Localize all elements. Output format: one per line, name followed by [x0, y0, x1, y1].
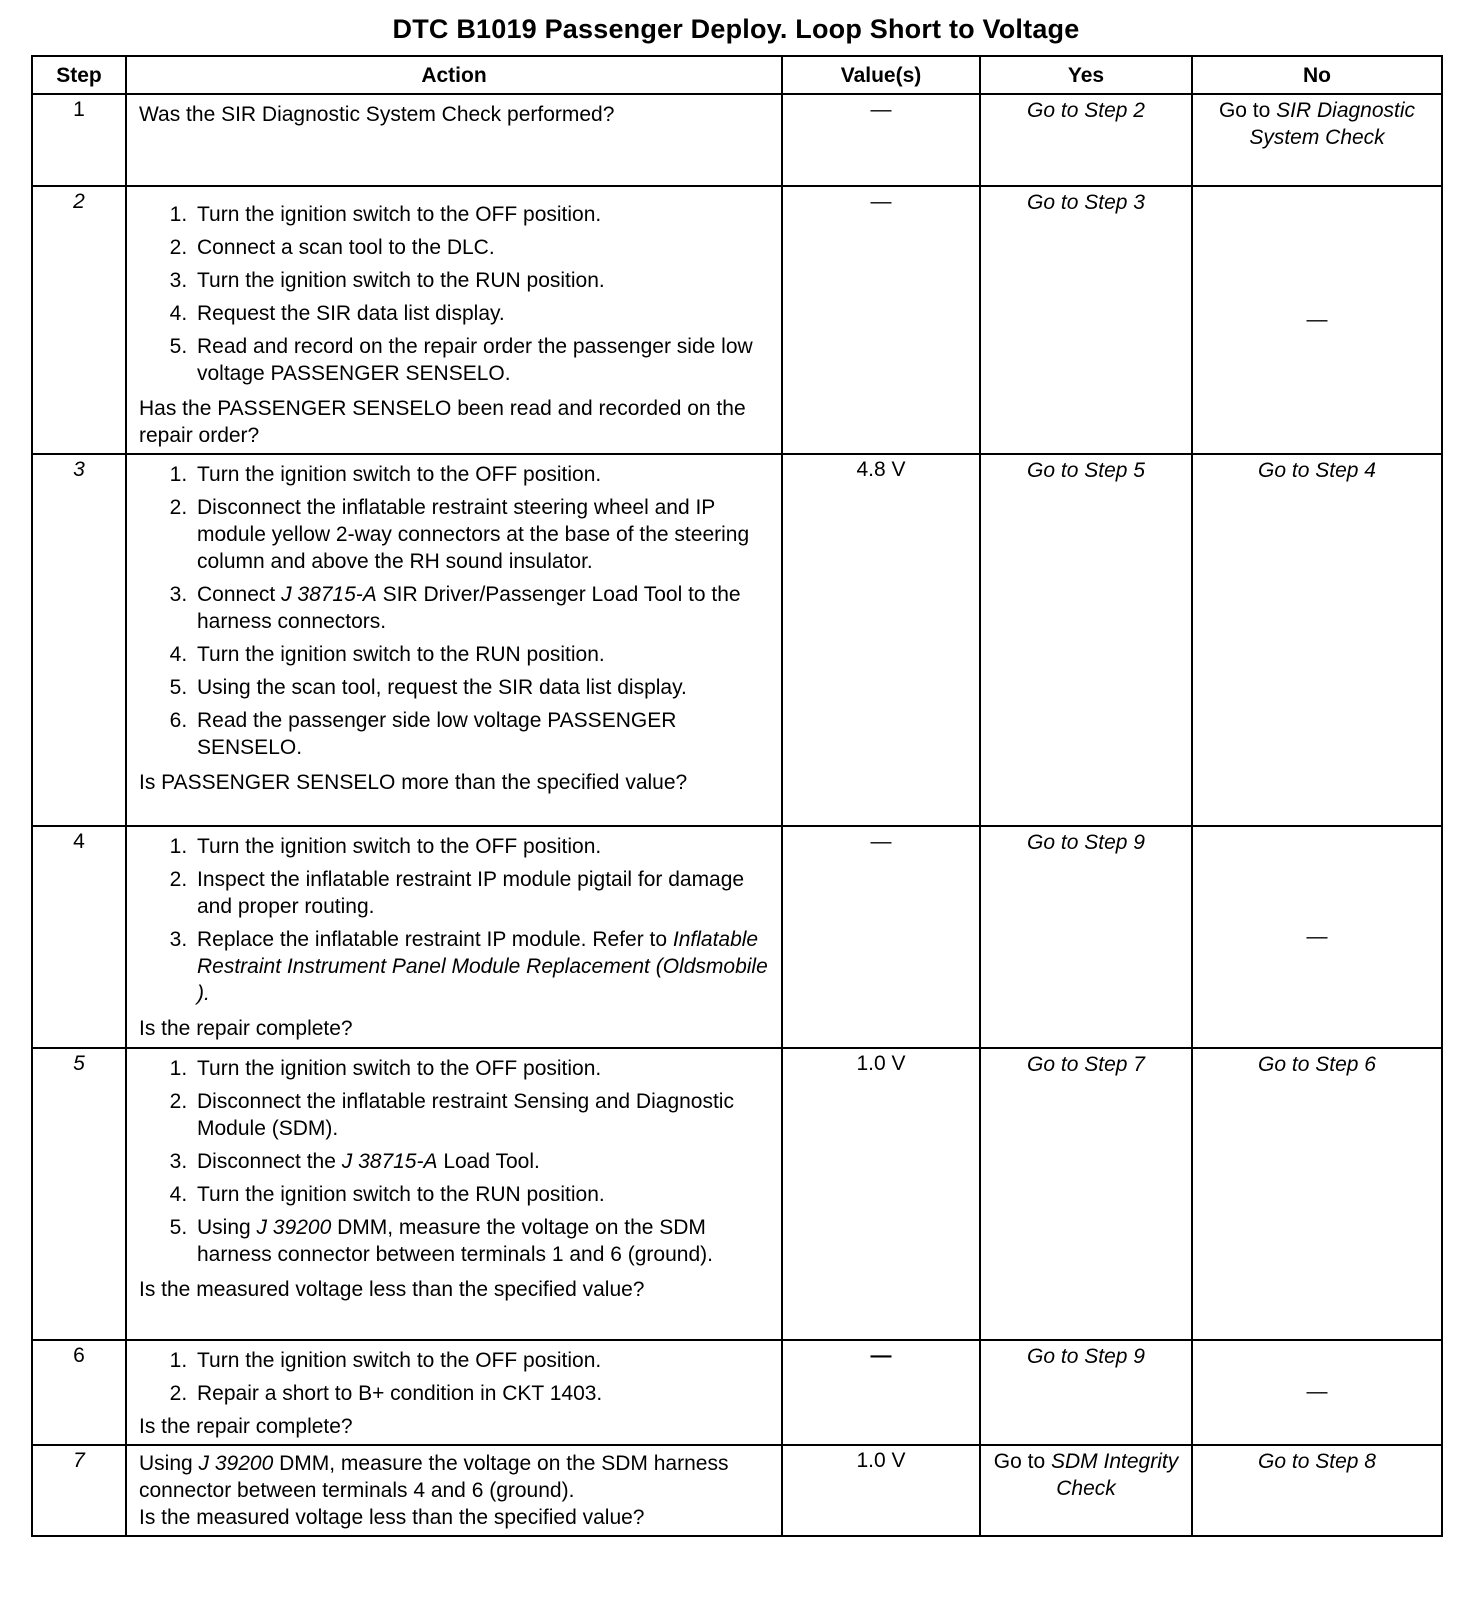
value-cell: —	[782, 94, 980, 186]
action-step: 6. Read the passenger side low voltage PASSENGER SENSELO.	[193, 707, 773, 761]
action-step: 4. Turn the ignition switch to the RUN position.	[193, 641, 773, 668]
no-prefix: Go to	[1218, 99, 1277, 122]
step-question: Is the measured voltage less than the specified value?	[139, 1506, 645, 1529]
action-step: 1. Turn the ignition switch to the OFF position.	[193, 1055, 773, 1082]
header-row	[32, 56, 1442, 94]
action-cell	[126, 94, 782, 186]
tool-reference: J 39200	[256, 1216, 332, 1239]
yes-prefix: Go to	[993, 1450, 1051, 1473]
tool-reference: J 38715-A	[341, 1150, 438, 1173]
no-cell: Go to Step 4	[1192, 454, 1442, 826]
action-step: 2. Disconnect the inflatable restraint Sensing and Diagnostic Module (SDM).	[193, 1088, 773, 1142]
step-question: Has the PASSENGER SENSELO been read and recorded on the repair order?	[139, 397, 746, 447]
sdm-integrity-check-link[interactable]: SDM Integrity Check	[1051, 1450, 1179, 1500]
yes-cell	[980, 1445, 1192, 1536]
action-step: 2. Repair a short to B+ condition in CKT 1403.	[193, 1380, 773, 1407]
table-row	[32, 186, 1442, 454]
table-row	[32, 826, 1442, 1048]
action-steps	[139, 1347, 773, 1407]
action-step: 3. Connect J 38715-A SIR Driver/Passenger Load Tool to the harness connectors.	[193, 581, 773, 635]
value-cell: —	[782, 826, 980, 1048]
action-cell	[126, 1340, 782, 1445]
value-cell: 4.8 V	[782, 454, 980, 826]
action-cell	[126, 826, 782, 1048]
no-cell: —	[1192, 1340, 1442, 1445]
action-step: 1. Turn the ignition switch to the OFF position.	[193, 461, 773, 488]
step-question: Is PASSENGER SENSELO more than the specified value?	[139, 771, 688, 794]
action-steps	[139, 201, 773, 387]
value-cell: 1.0 V	[782, 1048, 980, 1340]
yes-cell: Go to Step 9	[980, 1340, 1192, 1445]
header-no: No	[1192, 56, 1442, 94]
action-step: 5. Using the scan tool, request the SIR data list display.	[193, 674, 773, 701]
step-number: 5	[32, 1048, 126, 1340]
action-step: 1. Turn the ignition switch to the OFF position.	[193, 833, 773, 860]
action-step: 3. Turn the ignition switch to the RUN position.	[193, 267, 773, 294]
action-step: 3. Disconnect the J 38715-A Load Tool.	[193, 1148, 773, 1175]
yes-cell: Go to Step 9	[980, 826, 1192, 1048]
action-step: 5. Using J 39200 DMM, measure the voltage on the SDM harness connector between terminals 1 and 6 (ground).	[193, 1214, 773, 1268]
action-cell	[126, 1048, 782, 1340]
no-cell: —	[1192, 186, 1442, 454]
step-number: 6	[32, 1340, 126, 1445]
tool-reference: J 39200	[198, 1452, 274, 1475]
no-cell: Go to Step 6	[1192, 1048, 1442, 1340]
step-question: Is the repair complete?	[139, 1415, 353, 1438]
action-cell	[126, 186, 782, 454]
step-number: 1	[32, 94, 126, 186]
header-values: Value(s)	[782, 56, 980, 94]
action-step: 2. Disconnect the inflatable restraint steering wheel and IP module yellow 2-way connectors at the base of the steering column and above the RH sound insulator.	[193, 494, 773, 575]
action-step: 4. Turn the ignition switch to the RUN position.	[193, 1181, 773, 1208]
diagnostic-table	[31, 55, 1443, 1537]
no-cell	[1192, 94, 1442, 186]
replacement-procedure-link[interactable]: Inflatable Restraint Instrument Panel Module Replacement (Oldsmobile ).	[197, 928, 768, 1005]
no-cell: Go to Step 8	[1192, 1445, 1442, 1536]
action-step: 5. Read and record on the repair order the passenger side low voltage PASSENGER SENSELO.	[193, 333, 773, 387]
value-cell: —	[782, 1340, 980, 1445]
value-cell: 1.0 V	[782, 1445, 980, 1536]
page-title: DTC B1019 Passenger Deploy. Loop Short to Voltage	[392, 14, 1080, 44]
yes-cell: Go to Step 3	[980, 186, 1192, 454]
yes-cell: Go to Step 7	[980, 1048, 1192, 1340]
action-cell	[126, 454, 782, 826]
sir-diagnostic-check-link[interactable]: SIR Diagnostic System Check	[1249, 99, 1416, 149]
table-row	[32, 1445, 1442, 1536]
action-steps	[139, 461, 773, 761]
table-row	[32, 454, 1442, 826]
table-row	[32, 94, 1442, 186]
action-step: 1. Turn the ignition switch to the OFF position.	[193, 201, 773, 228]
action-steps	[139, 833, 773, 1007]
tool-reference: J 38715-A	[281, 583, 377, 606]
table-row	[32, 1340, 1442, 1445]
yes-cell: Go to Step 5	[980, 454, 1192, 826]
header-yes: Yes	[980, 56, 1192, 94]
action-step: 2. Connect a scan tool to the DLC.	[193, 234, 773, 261]
action-cell: Using J 39200 DMM, measure the voltage on the SDM harness connector between terminals 4 and 6 (ground). Is the measured voltage less than the specified value?	[126, 1445, 782, 1536]
step-question: Is the measured voltage less than the specified value?	[139, 1278, 645, 1301]
header-step: Step	[32, 56, 126, 94]
action-step: 4. Request the SIR data list display.	[193, 300, 773, 327]
step-number: 7	[32, 1445, 126, 1536]
action-step: 3. Replace the inflatable restraint IP module. Refer to Inflatable Restraint Instrument Panel Module Replacement (Oldsmobile ).	[193, 926, 773, 1007]
yes-cell: Go to Step 2	[980, 94, 1192, 186]
step-question: Is the repair complete?	[139, 1017, 353, 1040]
action-steps	[139, 1055, 773, 1268]
step-question: Was the SIR Diagnostic System Check performed?	[139, 103, 615, 126]
step-number: 3	[32, 454, 126, 826]
header-action: Action	[126, 56, 782, 94]
table-row	[32, 1048, 1442, 1340]
step-number: 4	[32, 826, 126, 1048]
action-step: 2. Inspect the inflatable restraint IP module pigtail for damage and proper routing.	[193, 866, 773, 920]
value-cell: —	[782, 186, 980, 454]
no-cell: —	[1192, 826, 1442, 1048]
action-step: 1. Turn the ignition switch to the OFF position.	[193, 1347, 773, 1374]
step-number: 2	[32, 186, 126, 454]
